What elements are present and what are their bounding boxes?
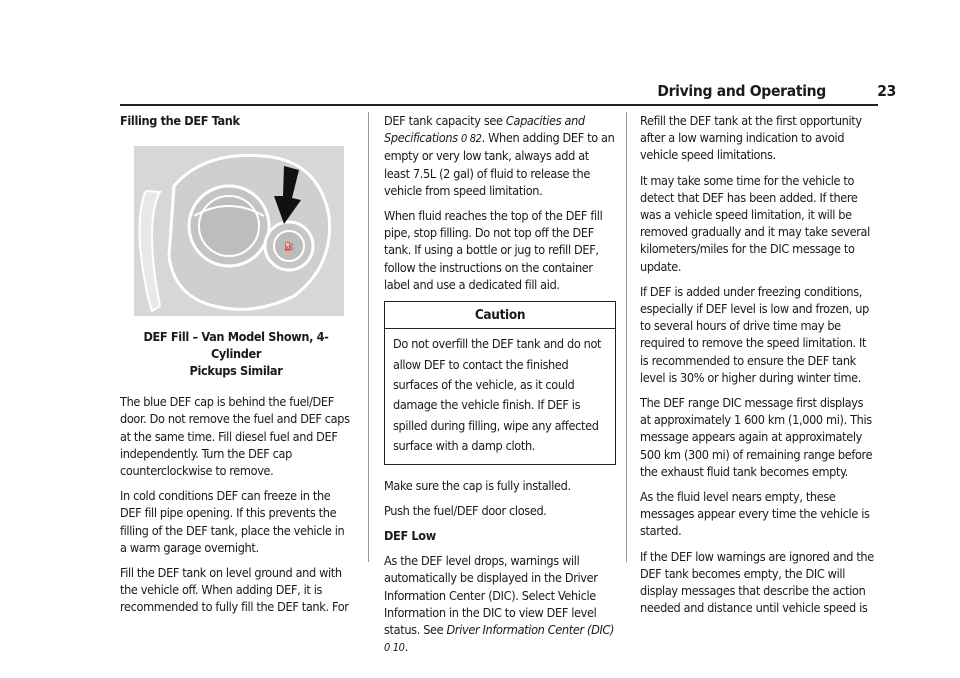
paragraph: The DEF range DIC message first displays at approximately 1 600 km (1,000 mi). This message appears again at approximately 500 km (300 mi) of remaining range before the exhaust fluid tank becomes empty. xyxy=(640,395,873,479)
caution-title: Caution xyxy=(385,302,615,329)
page-reference[interactable]: 0 10 xyxy=(384,641,405,655)
paragraph: If DEF is added under freezing conditions, especially if DEF level is low and frozen, up to several hours of drive time may be required to remove the speed limitation. It is recommended to ensure the DEF tank level is 30% or higher during winter time. xyxy=(640,283,869,385)
paragraph: It may take some time for the vehicle to detect that DEF has been added. If there was a vehicle speed limitation, it will be removed gradually and it may take several kilometers/miles for the DIC message to update. xyxy=(640,172,870,274)
def-fill-illustration xyxy=(134,146,344,316)
page-number: 23 xyxy=(877,82,896,100)
column-divider xyxy=(626,112,627,562)
caution-body: Do not overfill the DEF tank and do not allow DEF to contact the finished surfaces of the vehicle, as it could damage the vehicle finish. If DEF is spilled during filling, wipe any affected surface with a damp cloth. xyxy=(393,336,602,454)
paragraph: Push the fuel/DEF door closed. xyxy=(384,502,547,518)
paragraph: Make sure the cap is fully installed. xyxy=(384,477,571,493)
paragraph: Refill the DEF tank at the first opportunity after a low warning indication to avoid vehicle speed limitations. xyxy=(640,113,862,163)
page-reference[interactable]: 0 82 xyxy=(461,132,482,146)
cross-reference-link[interactable]: Capacities and Specifications xyxy=(384,113,585,146)
column-3 xyxy=(640,112,876,624)
paragraph: Fill the DEF tank on level ground and with the vehicle off. When adding DEF, it is recommended to fully fill the DEF tank. For xyxy=(120,565,349,615)
header-rule xyxy=(120,104,878,106)
paragraph: If the DEF low warnings are ignored and the DEF tank becomes empty, the DIC will display messages that describe the action needed and distance until vehicle speed is xyxy=(640,548,874,616)
paragraph: The blue DEF cap is behind the fuel/DEF door. Do not remove the fuel and DEF caps at the same time. Fill diesel fuel and DEF independently. Turn the DEF cap counterclockwise to remove. xyxy=(120,394,350,479)
column-divider xyxy=(368,112,369,562)
paragraph: In cold conditions DEF can freeze in the DEF fill pipe opening. If this prevents the filling of the DEF tank, place the vehicle in a warm garage overnight. xyxy=(120,488,345,555)
caution-box xyxy=(384,301,616,465)
column-1 xyxy=(120,112,352,624)
cross-reference-link[interactable]: Driver Information Center (DIC) xyxy=(446,622,615,638)
paragraph: As the fluid level nears empty, these messages appear every time the vehicle is started. xyxy=(640,489,870,539)
column-2 xyxy=(384,112,616,665)
subheading: DEF Low xyxy=(384,528,436,544)
page-header xyxy=(657,82,896,104)
section-heading: Filling the DEF Tank xyxy=(120,113,240,128)
section-title: Driving and Operating xyxy=(657,82,826,100)
paragraph: DEF tank capacity see Capacities and Specifications 0 82. When adding DEF to an empty or very low tank, always add at least 7.5L (2 gal) of fluid to release the vehicle from speed limitation. xyxy=(384,113,615,198)
def-fill-drawing xyxy=(134,146,344,316)
svg-text:⛽: ⛽ xyxy=(284,242,294,252)
paragraph: When fluid reaches the top of the DEF fill pipe, stop filling. Do not top off the DEF tank. If using a bottle or jug to refill DEF, follow the instructions on the container label and use a dedicated fill aid. xyxy=(384,208,603,292)
figure-caption: DEF Fill – Van Model Shown, 4-Cylinder Pickups Similar xyxy=(143,329,329,379)
paragraph: As the DEF level drops, warnings will automatically be displayed in the Driver Information Center (DIC). Select Vehicle Information in the DIC to view DEF level status. See Driver Information Center (DIC) 0 10. xyxy=(384,553,615,655)
